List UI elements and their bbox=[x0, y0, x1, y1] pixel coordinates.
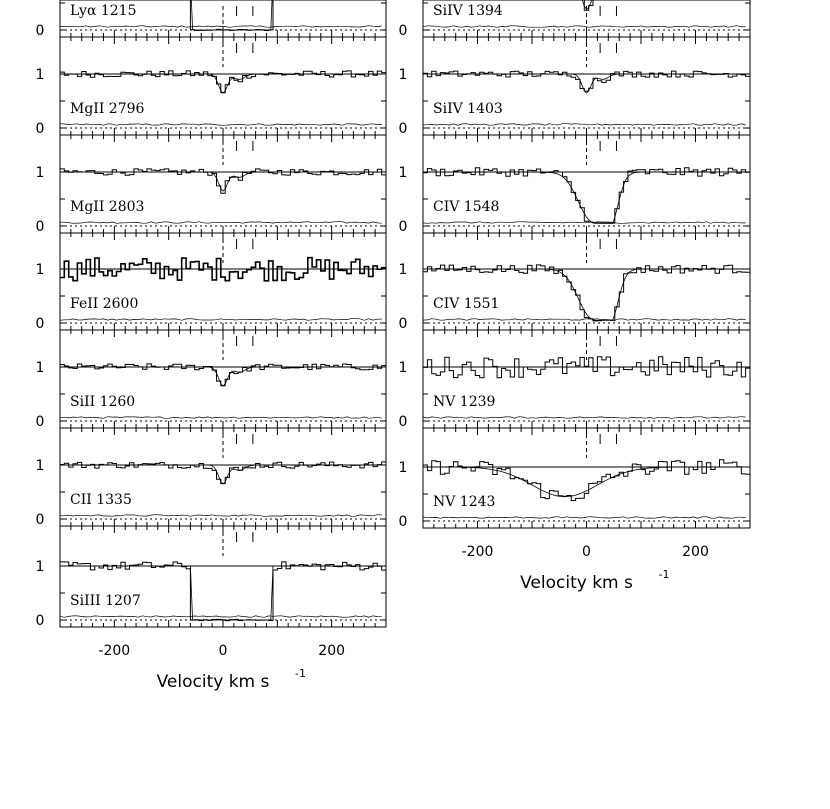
y-tick-label: 1 bbox=[35, 458, 45, 474]
ion-label: MgII 2796 bbox=[70, 100, 145, 117]
error-trace bbox=[423, 124, 746, 126]
spectrum-panel bbox=[36, 330, 386, 430]
x-axis-title-superscript: -1 bbox=[658, 568, 670, 581]
y-tick-label: 1 bbox=[35, 67, 45, 83]
error-trace bbox=[60, 26, 382, 28]
x-tick-label: 200 bbox=[318, 643, 346, 659]
model-fit bbox=[60, 367, 386, 386]
y-tick-label: 1 bbox=[35, 360, 45, 376]
y-tick-label: 0 bbox=[398, 121, 408, 137]
spectrum-panel bbox=[399, 0, 750, 39]
ion-label: CIV 1551 bbox=[433, 295, 500, 312]
x-tick-label: 200 bbox=[682, 544, 709, 560]
model-fit bbox=[60, 465, 386, 484]
spectrum-trace bbox=[60, 562, 386, 621]
model-fit bbox=[423, 74, 750, 93]
x-axis-title-superscript: -1 bbox=[295, 667, 306, 680]
error-trace bbox=[423, 222, 746, 224]
ion-label: FeII 2600 bbox=[70, 295, 139, 312]
y-tick-label: 0 bbox=[398, 414, 408, 430]
y-tick-label: 0 bbox=[398, 316, 408, 332]
x-tick-label: 0 bbox=[582, 544, 591, 560]
spectrum-panel bbox=[36, 135, 386, 235]
ion-label: Lyα 1215 bbox=[70, 2, 137, 19]
y-tick-label: 0 bbox=[35, 23, 45, 39]
ion-label: CII 1335 bbox=[70, 491, 132, 508]
ion-label: SiIV 1394 bbox=[433, 2, 503, 19]
x-tick-label: -200 bbox=[98, 643, 131, 659]
spectrum-panel bbox=[36, 428, 386, 528]
y-tick-label: 1 bbox=[35, 559, 45, 575]
ion-label: NV 1243 bbox=[433, 493, 496, 510]
error-trace bbox=[423, 417, 746, 419]
error-trace bbox=[423, 26, 746, 28]
error-trace bbox=[60, 417, 382, 419]
error-trace bbox=[60, 616, 382, 618]
y-tick-label: 1 bbox=[398, 460, 408, 476]
y-tick-label: 0 bbox=[35, 219, 45, 235]
y-tick-label: 0 bbox=[398, 219, 408, 235]
ion-label: CIV 1548 bbox=[433, 198, 500, 215]
spectrum-panel bbox=[36, 0, 386, 39]
ion-label: MgII 2803 bbox=[70, 198, 145, 215]
spectrum-panel bbox=[399, 233, 750, 332]
x-tick-label: 0 bbox=[218, 643, 228, 659]
spectrum-panel bbox=[399, 330, 750, 430]
error-trace bbox=[60, 319, 382, 321]
y-tick-label: 1 bbox=[398, 165, 408, 181]
spectrum-panel bbox=[36, 526, 386, 629]
spectrum-panel bbox=[399, 37, 750, 137]
ion-label: SiIV 1403 bbox=[433, 100, 503, 117]
y-tick-label: 0 bbox=[398, 23, 408, 39]
error-trace bbox=[60, 124, 382, 126]
ion-label: SiII 1260 bbox=[70, 393, 136, 410]
y-tick-label: 1 bbox=[398, 360, 408, 376]
model-fit bbox=[423, 172, 750, 223]
y-tick-label: 0 bbox=[35, 414, 45, 430]
model-fit bbox=[423, 269, 750, 320]
x-axis-title: Velocity km s bbox=[520, 573, 633, 593]
error-trace bbox=[60, 515, 382, 517]
spectrum-panel bbox=[36, 37, 386, 137]
error-trace bbox=[60, 222, 382, 224]
y-tick-label: 1 bbox=[398, 262, 408, 278]
y-tick-label: 1 bbox=[398, 67, 408, 83]
y-tick-label: 0 bbox=[35, 121, 45, 137]
spectrum-trace bbox=[423, 265, 750, 321]
y-tick-label: 0 bbox=[398, 514, 408, 530]
y-tick-label: 0 bbox=[35, 316, 45, 332]
y-tick-label: 1 bbox=[35, 262, 45, 278]
ion-label: SiIII 1207 bbox=[70, 592, 141, 609]
spectrum-trace bbox=[60, 169, 386, 193]
spectrum-panel bbox=[399, 428, 750, 530]
spectrum-panel bbox=[399, 135, 750, 235]
y-tick-label: 0 bbox=[35, 613, 45, 629]
x-axis-title: Velocity km s bbox=[156, 672, 270, 692]
error-trace bbox=[423, 319, 746, 321]
x-tick-label: -200 bbox=[461, 544, 494, 560]
error-trace bbox=[423, 517, 746, 519]
y-tick-label: 1 bbox=[35, 165, 45, 181]
spectrum-panel bbox=[36, 233, 386, 332]
ion-label: NV 1239 bbox=[433, 393, 496, 410]
y-tick-label: 0 bbox=[35, 512, 45, 528]
